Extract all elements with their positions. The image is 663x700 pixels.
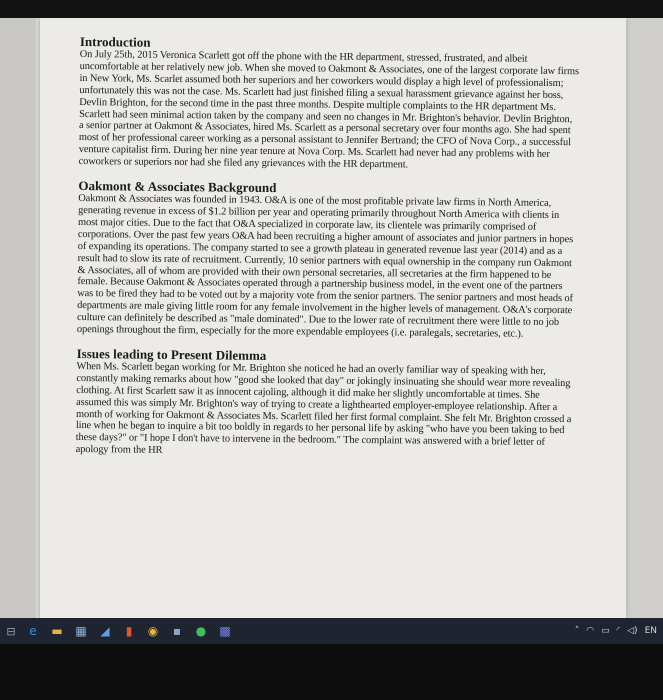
mail-icon[interactable]: ◢: [100, 624, 110, 638]
heading-issues: Issues leading to Present Dilemma: [76, 345, 267, 363]
screen: [0, 18, 663, 618]
taskbar: [0, 618, 663, 644]
heading-introduction: Introduction: [79, 34, 151, 50]
whatsapp-icon[interactable]: ●: [195, 624, 207, 638]
paragraph-issues: When Ms. Scarlett began working for Mr. Brighton she noticed he had an overly familiar way of speaking with her, constantly making remarks about how "good she looked that day" or jokingly insinuating she should wear more revealing clothing. At first Scarlett saw it as innocent cajoling, although it did make her slightly uncomfortable at times. She assumed this was simply Mr. Brighton's way of trying to create a lighthearted employer-employee relationship. After a month of working for Oakmont & Associates Ms. Scarlett filed her first formal complaint. She felt Mr. Brighton crossed a line when he began to inquire a bit too boldly in regards to her personal life by asking "who have you been taking to bed these days?" or "I hope I don't have to intervene in the bedroom." The complaint was answered with a brief letter of apology from the HR: [75, 360, 572, 457]
document-page: [40, 18, 626, 618]
file-explorer-icon[interactable]: ▬: [51, 624, 63, 638]
task-view-icon[interactable]: ⊟: [6, 624, 16, 638]
app-icon[interactable]: ▪: [172, 624, 182, 638]
edge-icon[interactable]: e: [29, 624, 37, 638]
wifi-icon[interactable]: ◜: [616, 626, 621, 636]
chrome-icon[interactable]: ◉: [147, 624, 159, 638]
paragraph-introduction: On July 25th, 2015 Veronica Scarlett got off the phone with the HR department, stressed, frustrated, and albeit uncomfortable at her relatively new job. When she moved to Oakmont & Associates, one of the largest corporate law firms in New York, Ms. Scarlet assumed both her superiors and her coworkers would display a high level of professionalism; unfortunately this was not the case. Ms. Scarlett had just finished filing a sexual harassment grievance against her boss, Devlin Brighton, for the second time in the past three months. Despite multiple complaints to the HR department Ms. Scarlett had seen minimal action taken by the company and seen no changes in Mr. Brighton's behavior. Devlin Brighton, a senior partner at Oakmont & Associates, hired Ms. Scarlett as a personal secretary over four months ago. She had spent most of her professional career working as a personal assistant to Jennifer Bertrand; the CFO of Nova Corp., a successful venture capitalist firm. During her nine year tenure at Nova Corp. Ms. Scarlett had never had any problems with her coworkers or superiors nor had she filed any grievances with the HR department.: [78, 48, 580, 171]
battery-icon[interactable]: ▭: [601, 626, 610, 636]
store-icon[interactable]: ▦: [75, 624, 87, 638]
monitor-bezel-top: [0, 0, 663, 18]
chevron-up-icon[interactable]: ˄: [574, 626, 580, 636]
heading-background: Oakmont & Associates Background: [78, 178, 277, 196]
monitor-bezel-bottom: [0, 644, 663, 700]
volume-icon[interactable]: ◁): [627, 626, 638, 636]
document-right-margin: [627, 18, 663, 618]
network-icon[interactable]: ◠: [586, 626, 595, 636]
language-indicator[interactable]: EN: [644, 626, 657, 636]
paragraph-background: Oakmont & Associates was founded in 1943. O&A is one of the most profitable private law firms in North America, generating revenue in excess of $1.2 billion per year and operating primarily throughout North America with clients in most major cities. Due to the fact that O&A specialized in corporate law, its clientele was primarily comprised of corporations. Over the past few years O&A had been recruiting a higher amount of associates and junior partners in hopes of expanding its operations. The company started to see a growth plateau in generated revenue last year (2014) and as a result had to slow its rate of recruitment. Currently, 10 senior partners with equal ownership in the company run Oakmont & Associates, all of whom are provided with their own personal secretaries, all secretaries at the firm happened to be female. Because Oakmont & Associates operated through a partnership business model, in the event one of the partners was to be fired they had to be voted out by a majority vote from the senior partners. The senior partners and most heads of departments are male giving little room for any female involvement in the higher levels of management. O&A's corporate culture can definitely be described as "male dominated". Due to the lower rate of recruitment there were little to no job openings throughout the firm, especially for the more expendable employees (i.e. paralegals, secretaries, etc.).: [76, 193, 574, 340]
office-icon[interactable]: ▮: [125, 624, 133, 638]
document-left-margin: [0, 18, 36, 618]
system-tray: [575, 626, 657, 636]
document-content: [75, 34, 579, 471]
teams-icon[interactable]: ▩: [219, 624, 231, 638]
